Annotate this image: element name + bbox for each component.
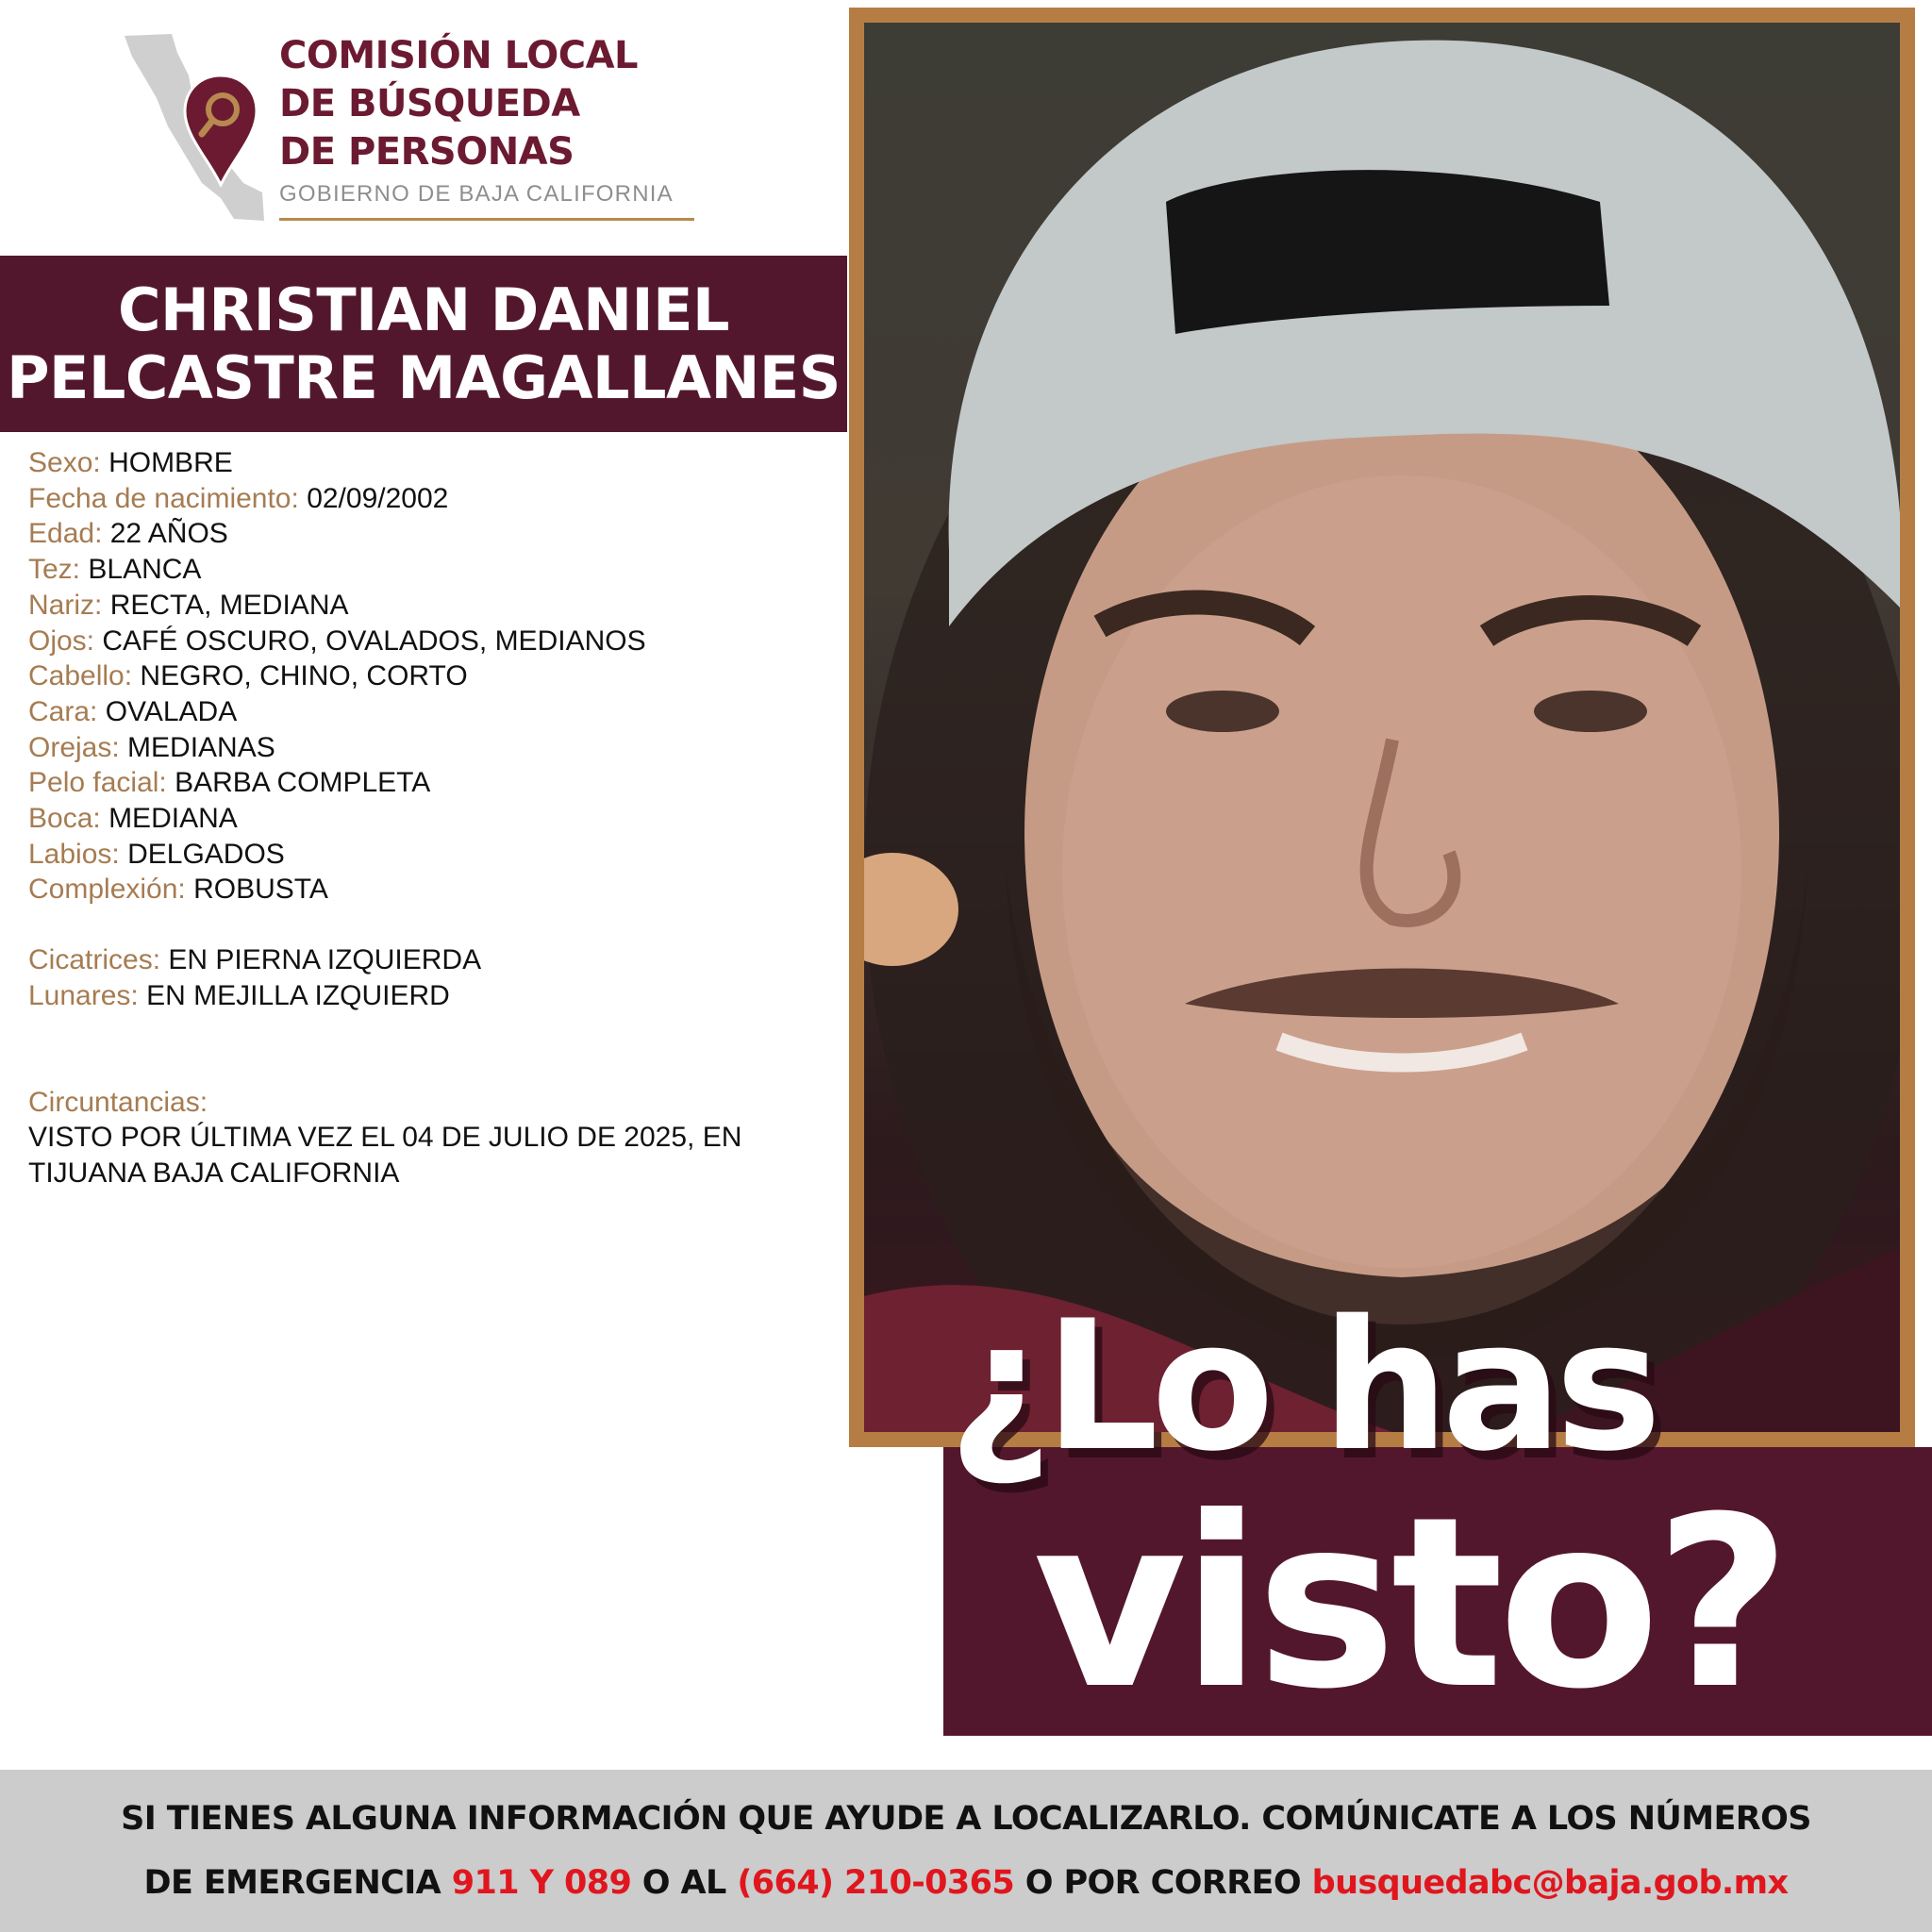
logo-text <box>279 32 713 221</box>
detail-row-boca <box>28 801 840 837</box>
agency-logo <box>123 32 708 230</box>
logo-subtitle: GOBIERNO DE BAJA CALIFORNIA <box>279 181 674 207</box>
detail-value: CAFÉ OSCURO, OVALADOS, MEDIANOS <box>102 625 646 657</box>
footer-text: O POR CORREO <box>1014 1864 1312 1902</box>
detail-value: ROBUSTA <box>193 874 328 906</box>
detail-value: 02/09/2002 <box>307 482 449 514</box>
logo-title-line: COMISIÓN LOCAL <box>279 34 639 77</box>
footer-text: DE EMERGENCIA <box>143 1864 452 1902</box>
detail-row-cabello <box>28 658 840 694</box>
mark-row-cicatrices <box>28 942 840 978</box>
emergency-numbers: 911 Y 089 <box>451 1864 632 1902</box>
missing-person-photo <box>864 23 1900 1432</box>
detail-value: DELGADOS <box>127 838 285 870</box>
detail-label: Labios: <box>28 838 120 870</box>
detail-row-labios <box>28 837 840 873</box>
headline-line2: visto? <box>1033 1466 1786 1740</box>
detail-label: Fecha de nacimiento: <box>28 482 299 514</box>
detail-label: Cara: <box>28 695 98 727</box>
detail-row-pelo-facial <box>28 765 840 801</box>
detail-label: Nariz: <box>28 589 103 621</box>
detail-label: Complexión: <box>28 874 186 906</box>
detail-row-orejas <box>28 730 840 766</box>
map-pin-magnifier-icon <box>183 74 258 187</box>
person-name-line2: PELCASTRE MAGALLANES <box>7 342 841 412</box>
mark-value: EN PIERNA IZQUIERDA <box>168 944 482 976</box>
detail-label: Pelo facial: <box>28 767 167 799</box>
detail-row-edad <box>28 516 840 552</box>
detail-row-complexion <box>28 872 840 908</box>
detail-label: Orejas: <box>28 731 120 763</box>
physical-description <box>28 445 840 1191</box>
headline-line1: ¿Lo has <box>948 1282 1655 1491</box>
logo-title-line: DE PERSONAS <box>279 130 575 174</box>
detail-value: OVALADA <box>105 695 238 727</box>
contact-footer <box>0 1770 1932 1932</box>
detail-value: RECTA, MEDIANA <box>109 589 349 621</box>
detail-value: MEDIANA <box>108 803 238 835</box>
portrait-illustration <box>864 23 1900 1432</box>
detail-row-nariz <box>28 588 840 624</box>
logo-divider <box>279 218 694 221</box>
phone-number-link[interactable]: (664) 210-0365 <box>737 1864 1015 1902</box>
detail-row-fecha-nacimiento <box>28 481 840 517</box>
detail-label: Tez: <box>28 554 81 586</box>
mark-label: Lunares: <box>28 979 139 1011</box>
spacer <box>28 908 840 942</box>
detail-value: MEDIANAS <box>127 731 275 763</box>
detail-value: BARBA COMPLETA <box>175 767 431 799</box>
detail-label: Edad: <box>28 518 103 550</box>
detail-label: Cabello: <box>28 660 133 692</box>
detail-value: BLANCA <box>88 554 202 586</box>
footer-line2 <box>144 1851 1789 1915</box>
photo-frame <box>849 8 1915 1447</box>
person-name-line1: CHRISTIAN DANIEL <box>118 275 729 344</box>
detail-row-cara <box>28 694 840 730</box>
detail-label: Ojos: <box>28 625 95 657</box>
detail-row-ojos <box>28 624 840 659</box>
circumstances-text: VISTO POR ÚLTIMA VEZ EL 04 DE JULIO DE 2025, EN TIJUANA BAJA CALIFORNIA <box>28 1122 742 1189</box>
detail-label: Boca: <box>28 803 101 835</box>
detail-value: NEGRO, CHINO, CORTO <box>140 660 468 692</box>
circumstances-label: Circuntancias: <box>28 1086 208 1118</box>
logo-title-line: DE BÚSQUEDA <box>279 82 580 125</box>
footer-line1: SI TIENES ALGUNA INFORMACIÓN QUE AYUDE A LOCALIZARLO. COMÚNICATE A LOS NÚMEROS <box>121 1800 1811 1838</box>
spacer <box>28 1014 840 1085</box>
detail-row-sexo <box>28 445 840 481</box>
detail-value: 22 AÑOS <box>109 518 228 550</box>
mark-row-lunares <box>28 978 840 1014</box>
detail-label: Sexo: <box>28 447 101 478</box>
person-name-banner <box>0 256 847 432</box>
mark-label: Cicatrices: <box>28 944 161 976</box>
detail-row-tez <box>28 552 840 588</box>
footer-text: O AL <box>631 1864 738 1902</box>
email-link[interactable]: busquedabc@baja.gob.mx <box>1311 1864 1789 1902</box>
detail-value: HOMBRE <box>108 447 233 478</box>
mark-value: EN MEJILLA IZQUIERD <box>146 979 450 1011</box>
